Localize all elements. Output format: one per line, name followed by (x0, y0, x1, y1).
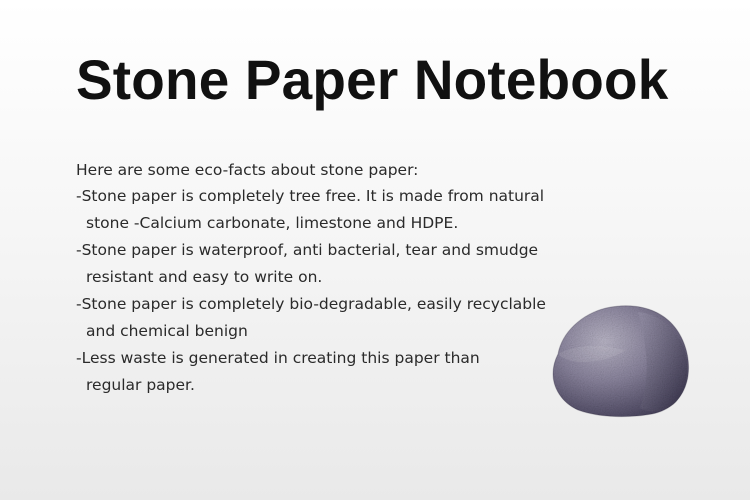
eco-fact-line: -Stone paper is completely bio-degradable, easily recyclable (76, 295, 546, 313)
eco-fact-item (76, 344, 566, 398)
eco-fact-item (76, 182, 566, 236)
eco-fact-line: -Less waste is generated in creating this paper than (76, 349, 480, 367)
eco-fact-item (76, 290, 566, 344)
page-title: Stone Paper Notebook (76, 48, 669, 111)
eco-fact-line: regular paper. (86, 376, 195, 394)
eco-facts-intro: Here are some eco-facts about stone paper: (76, 161, 419, 179)
eco-fact-item (76, 236, 566, 290)
eco-fact-line: -Stone paper is waterproof, anti bacterial, tear and smudge (76, 241, 539, 259)
eco-fact-line: -Stone paper is completely tree free. It is made from natural (76, 187, 545, 205)
eco-fact-line: resistant and easy to write on. (86, 268, 323, 286)
eco-fact-line: stone -Calcium carbonate, limestone and HDPE. (86, 214, 459, 232)
eco-fact-line: and chemical benign (86, 322, 248, 340)
stone-image (548, 292, 696, 420)
eco-facts-section (76, 159, 566, 398)
